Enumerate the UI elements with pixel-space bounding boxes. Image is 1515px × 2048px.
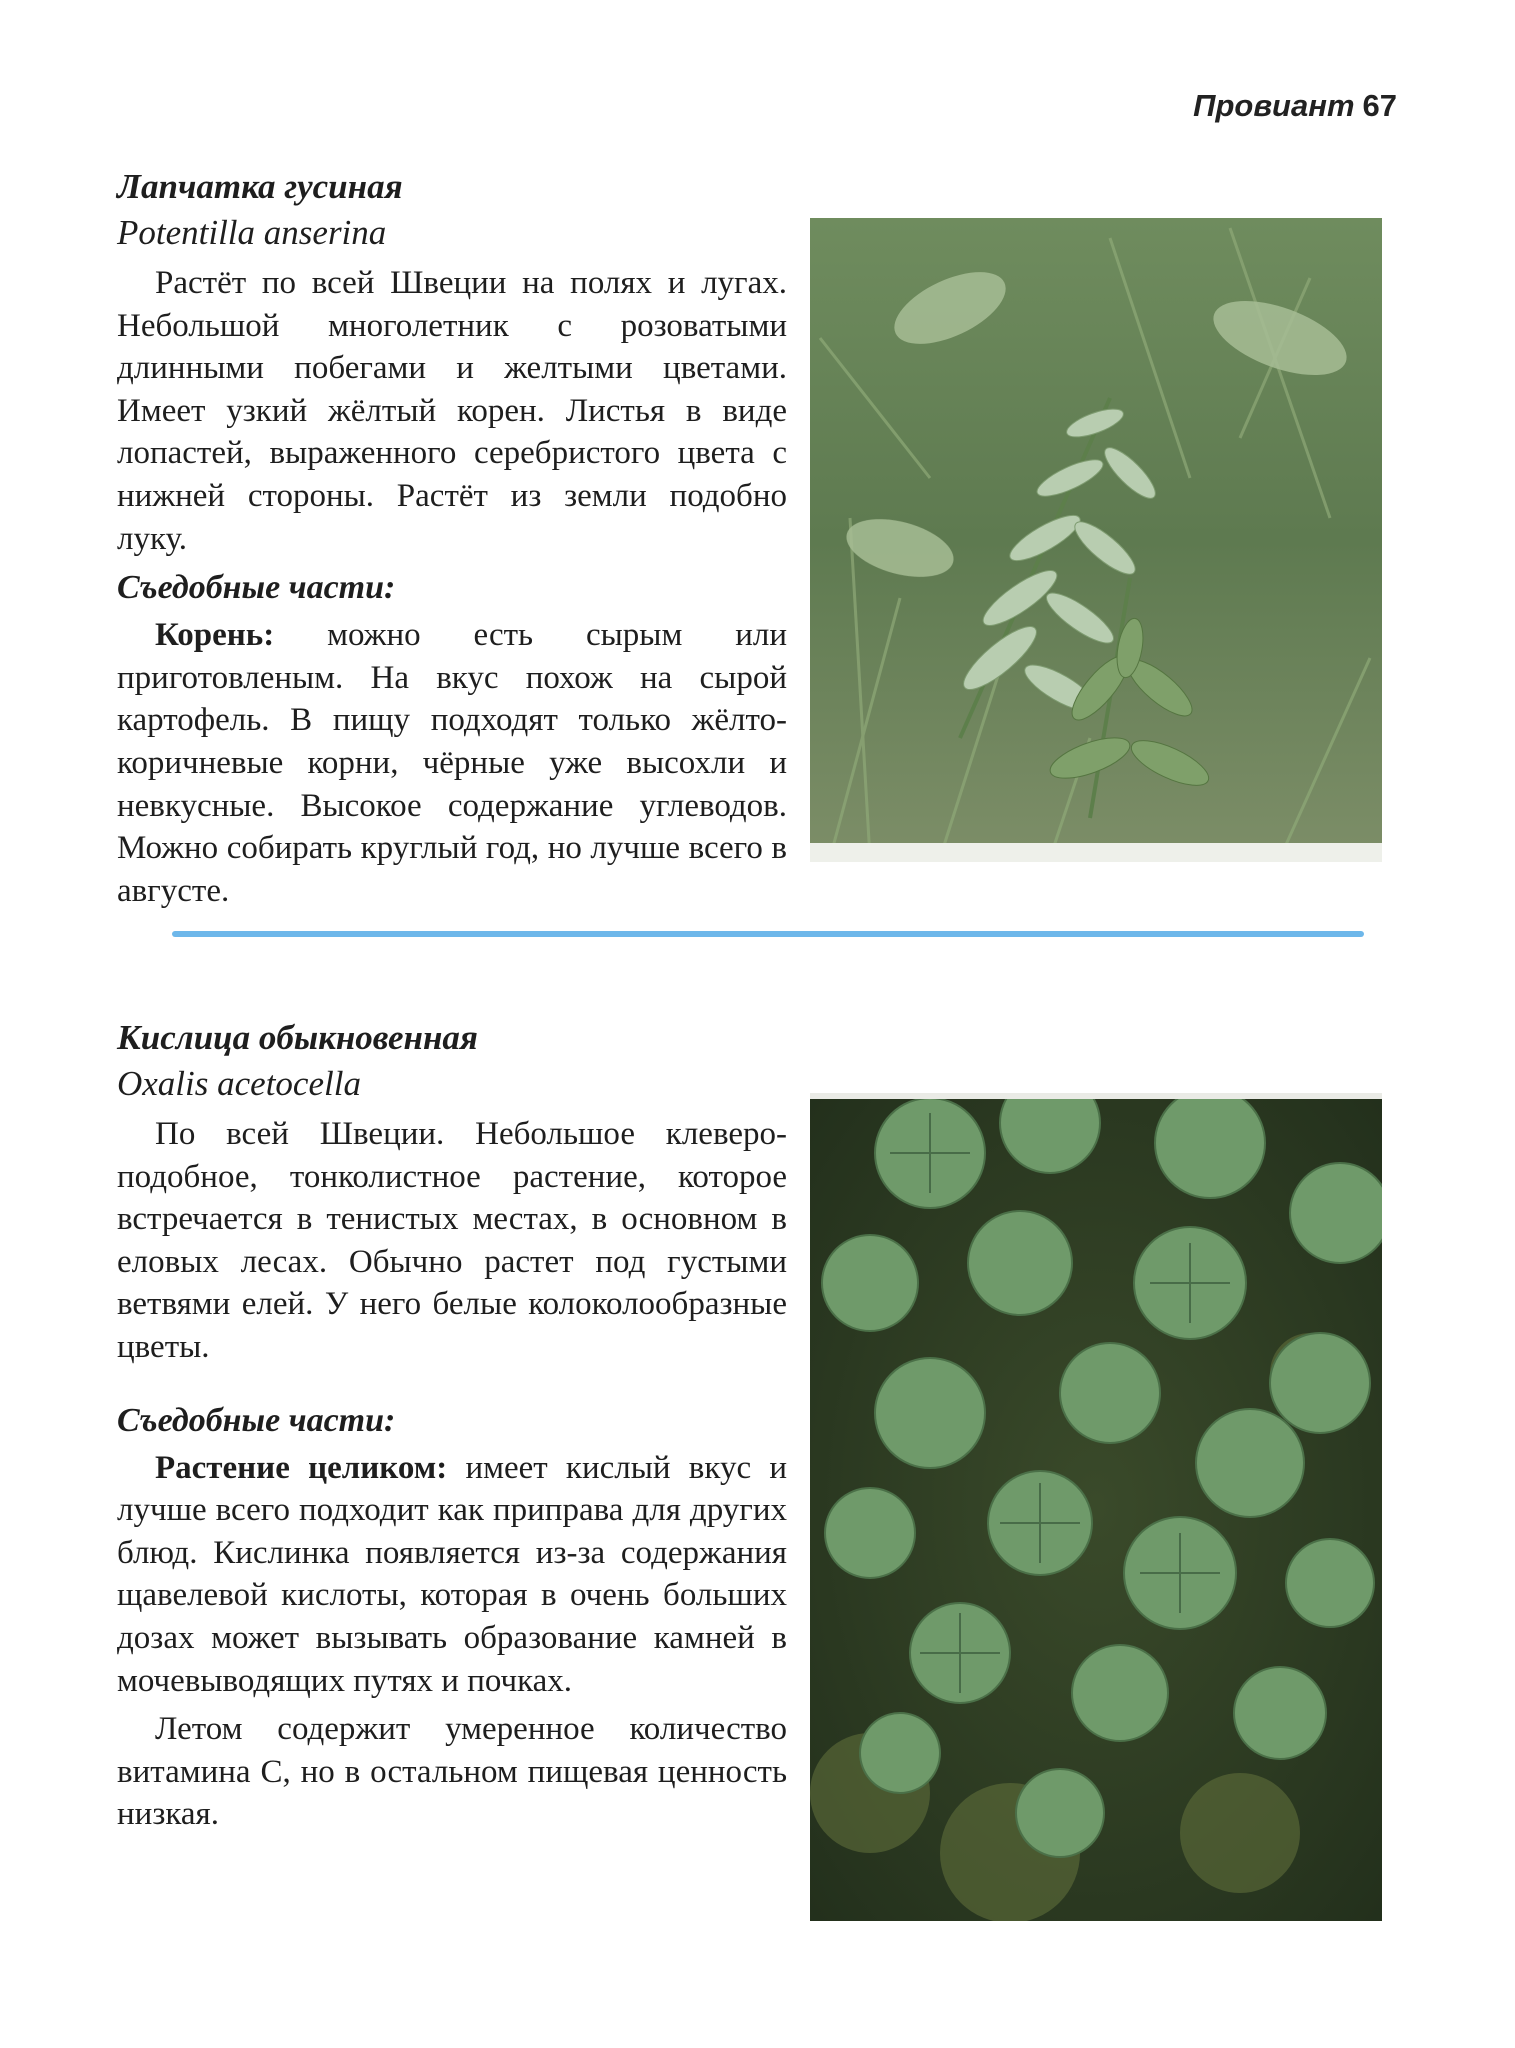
plant-name-latin: Potentilla anserina (117, 213, 387, 252)
silverweed-photo (810, 218, 1382, 862)
edible-part-text: имеет кислый вкус и лучше всего подходит как приправа для других блюд. Кислинка появляется из-за содержания щавелевой кислоты, которая в очень больших дозах может вызывать образование камней в мочевыводящих путях и почках. (117, 1449, 788, 1699)
plant-entry-silverweed (117, 164, 787, 912)
edible-part-label: Растение целиком: (155, 1449, 448, 1486)
wood-sorrel-photo (810, 1093, 1382, 1921)
plant-description: По всей Швеции. Небольшое клевероподобное, тонколистное растение, которое встречается в тенистых местах, в основном в еловых лесах. Обычно растет под густыми ветвями елей. У него белые колоколообразные цветы. (117, 1116, 787, 1365)
edible-parts-paragraph (117, 614, 787, 912)
plant-entry-wood-sorrel (117, 1015, 787, 1836)
edible-parts-heading: Съедобные части: (117, 1401, 396, 1439)
edible-part-text: можно есть сырым или приготовленым. На вкус похож на сырой картофель. В пищу подходят только жёлто-коричневые корни, чёрные уже высохли и невкусные. Высокое содержание углеводов. Можно собирать круглый год, но лучше всего в августе. (117, 617, 787, 909)
edible-parts-paragraph (117, 1447, 787, 1703)
plant-name-russian: Лапчатка гусиная (117, 167, 403, 206)
running-head (1193, 88, 1397, 124)
nutrition-note: Летом содержит умеренное количество витамина С, но в остальном пищевая ценность низкая. (117, 1711, 787, 1833)
plant-description: Растёт по всей Швеции на полях и лугах. Небольшой многолетник с розоватыми длинными побегами и желтыми цветами. Имеет узкий жёлтый корен. Листья в виде лопастей, выраженного серебристого цвета с нижней стороны. Растёт из земли подобно луку. (117, 265, 787, 557)
edible-parts-heading: Съедобные части: (117, 569, 396, 607)
section-divider (172, 931, 1364, 937)
plant-name-latin: Oxalis acetocella (117, 1064, 361, 1103)
plant-name-russian: Кислица обыкновенная (117, 1018, 478, 1057)
page-number: 67 (1362, 88, 1397, 123)
section-title: Провиант (1193, 88, 1355, 123)
edible-part-label: Корень: (155, 617, 275, 654)
